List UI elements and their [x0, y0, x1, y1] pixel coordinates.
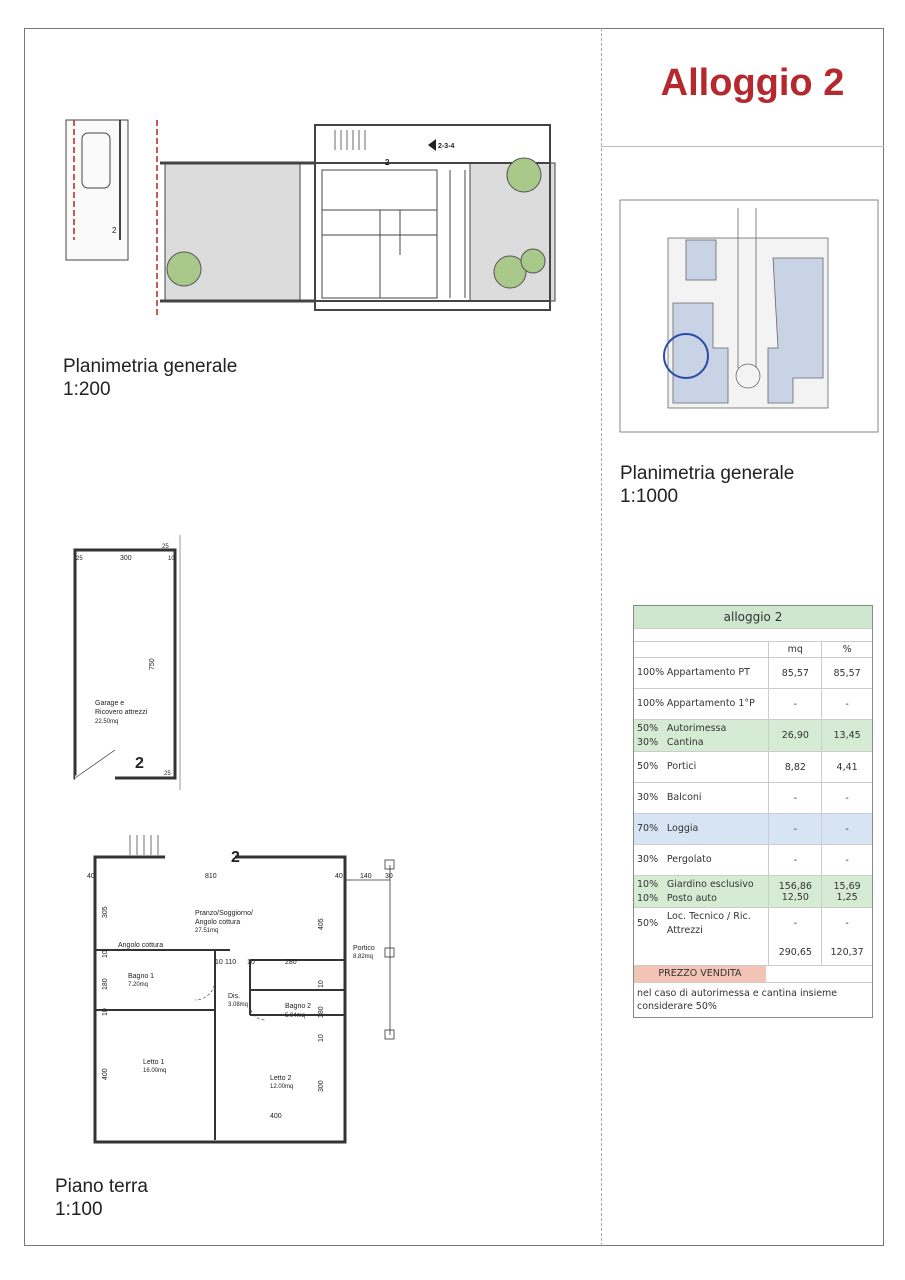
- dim-h300: 300: [318, 1080, 325, 1092]
- row-mq: 26,90: [768, 720, 821, 751]
- caption-ground-floor: Piano terra 1:100: [55, 1176, 148, 1220]
- garage-dim-wall-a: 25: [76, 556, 83, 562]
- ground-floor-plan: [55, 830, 415, 1150]
- table-row: [634, 720, 872, 752]
- site-plan-1000: [618, 198, 880, 438]
- portico-area: 8.82mq: [353, 954, 374, 960]
- row-percent: 30%: [637, 792, 659, 803]
- garage-plan: [70, 535, 185, 790]
- row-value: -: [821, 783, 872, 813]
- row-value: 15,69 1,25: [821, 876, 872, 907]
- dim-top: 810: [205, 873, 217, 880]
- living-line1: Pranzo/Soggiorno/: [195, 910, 253, 917]
- site-unit-number: 2: [385, 158, 390, 167]
- dim-w280: 280: [285, 959, 297, 966]
- dim-w110: 110: [225, 959, 237, 966]
- dis-name: Dis.: [228, 993, 241, 1000]
- row-label: Loc. Tecnico / Ric. Attrezzi: [666, 910, 751, 936]
- document-title: Alloggio 2: [660, 62, 845, 104]
- garage-dim-width: 300: [120, 555, 132, 562]
- garage-name-line1: Garage e: [95, 700, 125, 707]
- col-mq: mq: [768, 642, 821, 657]
- table-row: [634, 814, 872, 845]
- dim-w10a: 10: [215, 959, 223, 966]
- table-title: alloggio 2: [634, 606, 872, 629]
- site-garage: [66, 120, 128, 260]
- row-label: Portici: [666, 761, 697, 772]
- row-mq: -: [768, 814, 821, 844]
- dim-h400: 400: [102, 1068, 109, 1080]
- title-divider: [601, 146, 884, 147]
- dim-h10c: 10: [102, 950, 109, 958]
- garage-dim-wall-d: 25: [164, 771, 171, 777]
- row-value: -: [821, 814, 872, 844]
- row-value: 85,57: [821, 658, 872, 688]
- row-mq: -: [768, 845, 821, 875]
- row-label: Appartamento 1°P: [666, 698, 755, 709]
- total-mq: 290,65: [768, 939, 821, 965]
- table-row: [634, 658, 872, 689]
- row-mq: 156,86 12,50: [768, 876, 821, 907]
- table-total: [634, 939, 872, 966]
- table-row: [634, 752, 872, 783]
- table-row: [634, 876, 872, 908]
- bath1-area: 7.20mq: [128, 982, 149, 988]
- row-mq: -: [768, 908, 821, 939]
- row-percent: 100%: [637, 667, 665, 678]
- arrow-icon: [428, 139, 436, 151]
- bed2-area: 12.00mq: [270, 1084, 294, 1090]
- site-arrow-label: 2-3-4: [438, 143, 455, 150]
- dim-w400: 400: [270, 1113, 282, 1120]
- table-row: [634, 689, 872, 720]
- bath2-area: 5.04mq: [285, 1013, 306, 1019]
- areas-table: [633, 605, 873, 1018]
- kitchen-name: Angolo cottura: [118, 942, 164, 949]
- living-area: 27.51mq: [195, 928, 219, 934]
- row-percent: 10% 10%: [637, 878, 659, 904]
- row-label: Autorimessa Cantina: [666, 722, 727, 748]
- bath2-name: Bagno 2: [285, 1003, 312, 1010]
- table-row: [634, 845, 872, 876]
- row-percent: 70%: [637, 823, 659, 834]
- table-row: [634, 908, 872, 939]
- column-divider: [601, 28, 602, 1246]
- dim-h405: 405: [318, 918, 325, 930]
- garage-dim-length: 750: [149, 658, 156, 670]
- dim-w10b: 10: [247, 959, 255, 966]
- dim-h305: 305: [102, 906, 109, 918]
- caption-site-1000: Planimetria generale 1:1000: [620, 463, 795, 507]
- row-mq: -: [768, 783, 821, 813]
- table-price: [634, 966, 872, 983]
- row-mq: -: [768, 689, 821, 719]
- garage-area: 22.50mq: [95, 719, 119, 725]
- row-value: -: [821, 908, 872, 939]
- dim-h10f: 10: [318, 1034, 325, 1042]
- dim-portico-wall: 30: [385, 873, 393, 880]
- dim-portico-width: 140: [360, 873, 372, 880]
- garage-number: 2: [135, 755, 144, 772]
- table-spacer: [634, 629, 872, 642]
- row-label: Balconi: [666, 792, 702, 803]
- row-label: Pergolato: [666, 854, 712, 865]
- site-plan-200: [60, 115, 560, 320]
- row-value: 13,45: [821, 720, 872, 751]
- row-label: Loggia: [666, 823, 699, 834]
- row-percent: 30%: [637, 854, 659, 865]
- row-percent: 50% 30%: [637, 722, 659, 748]
- total-val: 120,37: [821, 939, 872, 965]
- row-mq: 85,57: [768, 658, 821, 688]
- dim-h180: 180: [102, 978, 109, 990]
- row-value: 4,41: [821, 752, 872, 782]
- row-value: -: [821, 689, 872, 719]
- portico-name: Portico: [353, 945, 375, 952]
- row-value: -: [821, 845, 872, 875]
- bed1-area: 16.00mq: [143, 1068, 167, 1074]
- table-row: [634, 783, 872, 814]
- site-garage-number: 2: [112, 226, 117, 235]
- row-percent: 100%: [637, 698, 665, 709]
- row-label: Appartamento PT: [666, 667, 750, 678]
- dim-h10e: 10: [318, 980, 325, 988]
- row-percent: 50%: [637, 917, 659, 929]
- row-percent: 50%: [637, 761, 659, 772]
- row-label: Giardino esclusivo Posto auto: [666, 878, 754, 904]
- bed1-name: Letto 1: [143, 1059, 165, 1066]
- dim-left-wall: 40: [87, 873, 95, 880]
- caption-site-200: Planimetria generale 1:200: [63, 356, 238, 400]
- garage-dim-wall-c: 10: [168, 556, 175, 562]
- dis-area: 3.08mq: [228, 1002, 249, 1008]
- table-head: [634, 642, 872, 658]
- row-mq: 8,82: [768, 752, 821, 782]
- dim-h180b: 180: [318, 1006, 325, 1018]
- living-line2: Angolo cottura: [195, 919, 241, 926]
- dim-right-wall: 40: [335, 873, 343, 880]
- col-pct: %: [821, 642, 872, 657]
- floor-unit-number: 2: [231, 849, 240, 866]
- garage-dim-wall-b: 25: [162, 544, 169, 550]
- garage-name-line2: Ricovero attrezzi: [95, 709, 148, 716]
- table-note: nel caso di autorimessa e cantina insieme considerare 50%: [637, 988, 838, 1012]
- dim-h10d: 10: [102, 1008, 109, 1016]
- price-label: PREZZO VENDITA: [634, 966, 766, 982]
- bed2-name: Letto 2: [270, 1075, 292, 1082]
- bath1-name: Bagno 1: [128, 973, 155, 980]
